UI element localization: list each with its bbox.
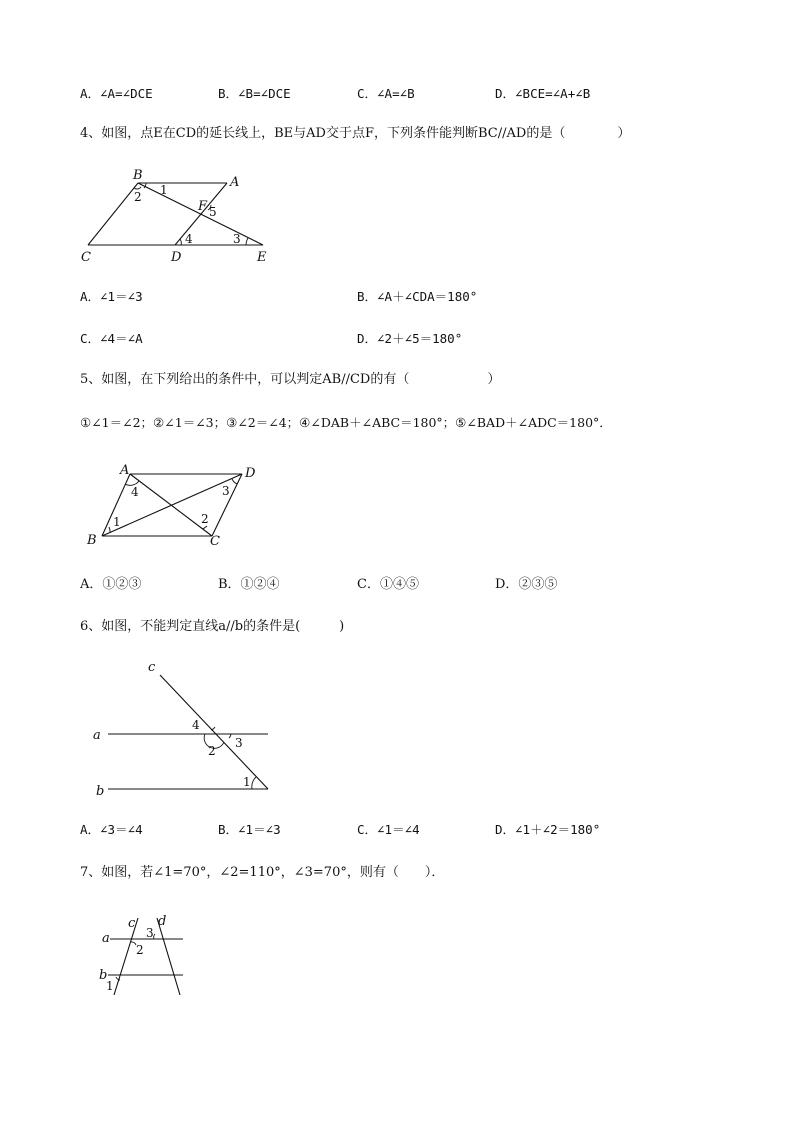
q5-angle-2: 2 [201, 512, 209, 526]
q4-angle-2: 2 [134, 190, 142, 204]
q6-angle-3: 3 [235, 736, 243, 750]
q5-angle-1: 1 [113, 515, 121, 529]
q5-label-b: B [87, 533, 97, 548]
q6-label-a: a [93, 728, 101, 743]
q7-label-d: d [158, 914, 167, 929]
q4-stem: 4、如图，点E在CD的延长线上，BE与AD交于点F，下列条件能判断BC//AD的是（ ） [80, 126, 631, 141]
q5-option-d: D．②③⑤ [495, 577, 558, 592]
q7-label-c: c [128, 916, 136, 931]
q5-label-d: D [245, 466, 256, 481]
q3-option-c: C．∠A=∠B [357, 86, 415, 101]
q4-option-d: D．∠2＋∠5＝180° [357, 331, 463, 346]
q7-angle-3: 3 [146, 926, 154, 940]
q6-stem: 6、如图，不能判定直线a//b的条件是( ) [80, 619, 345, 634]
q3-option-b: B．∠B=∠DCE [218, 86, 291, 101]
q5-stem: 5、如图，在下列给出的条件中，可以判定AB//CD的有（ ） [80, 372, 501, 387]
q6-option-c: C．∠1＝∠4 [357, 822, 420, 837]
q4-label-c: C [81, 250, 91, 265]
q3-option-d: D．∠BCE=∠A+∠B [495, 86, 591, 101]
q4-angle-1: 1 [160, 183, 168, 197]
q5-label-a: A [120, 463, 130, 478]
q6-option-b: B．∠1＝∠3 [218, 822, 281, 837]
q7-label-a: a [102, 931, 110, 946]
q4-label-a: A [230, 175, 240, 190]
q4-angle-5: 5 [209, 205, 217, 219]
q5-option-b: B．①②④ [218, 577, 280, 592]
q7-angle-1: 1 [106, 979, 114, 993]
q6-option-a: A．∠3＝∠4 [80, 822, 143, 837]
q3-option-a: A．∠A=∠DCE [80, 86, 153, 101]
q5-conditions: ①∠1＝∠2；②∠1＝∠3；③∠2＝∠4；④∠DAB＋∠ABC＝180°；⑤∠BAD＋∠ADC＝180°． [80, 415, 612, 430]
q4-label-b: B [133, 168, 143, 183]
q7-angle-2: 2 [136, 943, 144, 957]
q5-option-a: A．①②③ [80, 577, 142, 592]
q6-angle-2: 2 [208, 744, 216, 758]
q4-label-e: E [257, 250, 267, 265]
q7-stem: 7、如图，若∠1=70°，∠2=110°，∠3=70°，则有（ ）． [80, 865, 445, 880]
q4-option-a: A．∠1＝∠3 [80, 289, 143, 304]
q6-angle-4: 4 [192, 718, 200, 732]
q5-label-c: C [210, 534, 220, 549]
q6-option-d: D．∠1＋∠2＝180° [495, 822, 601, 837]
q5-angle-4: 4 [131, 485, 139, 499]
q4-option-c: C．∠4＝∠A [80, 331, 143, 346]
q4-angle-4: 4 [185, 232, 193, 246]
q5-option-c: C．①④⑤ [357, 577, 419, 592]
q4-option-b: B．∠A＋∠CDA＝180° [357, 289, 478, 304]
q4-label-f: F [198, 199, 208, 214]
q6-label-b: b [96, 784, 105, 799]
q4-angle-3: 3 [233, 232, 241, 246]
q7-label-b: b [99, 968, 108, 983]
q6-angle-1: 1 [243, 775, 251, 789]
q5-angle-3: 3 [222, 484, 230, 498]
q6-label-c: c [148, 660, 156, 675]
q4-label-d: D [171, 250, 182, 265]
